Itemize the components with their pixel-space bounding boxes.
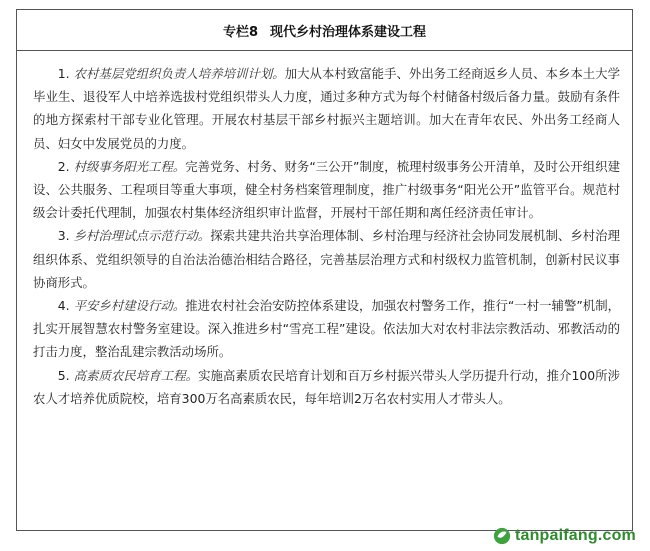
item-number: 4. [57, 298, 70, 314]
item-number: 2. [57, 158, 70, 174]
box-title-text: 现代乡村治理体系建设工程 [270, 24, 427, 40]
item-body: 推进农村社会治安防控体系建设，加强农村警务工作，推行“一村一辅警”机制，扎实开展智慧农村警务室建设。深入推进乡村“雪亮工程”建设。依法加大对农村非法宗教活动、邪教活动的打击力度，整治乱建宗教活动场所。 [33, 298, 620, 360]
item-keyword: 高素质农民培育工程。 [73, 367, 199, 383]
box-title [17, 10, 632, 51]
item-keyword: 乡村治理试点示范行动。 [73, 228, 211, 244]
item-keyword: 农村基层党组织负责人培养培训计划。 [73, 66, 285, 81]
list-item [33, 224, 620, 294]
list-item [33, 294, 620, 364]
box-content [17, 51, 632, 410]
site-watermark [493, 527, 636, 545]
item-body: 完善党务、村务、财务“三公开”制度，梳理村级事务公开清单，及时公开组织建设、公共服务、工程项目等重大事项，健全村务档案管理制度，推广村级事务“阳光公开”监管平台。规范村级会计委托代理制，加强农村集体经济组织审计监督，开展村干部任期和离任经济责任审计。 [33, 158, 620, 221]
item-number: 3. [57, 228, 70, 244]
item-keyword: 平安乡村建设行动。 [73, 298, 186, 314]
item-body: 实施高素质农民培育计划和百万乡村振兴带头人学历提升行动，推介100所涉农人才培养优质院校，培育300万名高素质农民，每年培训2万名农村实用人才带头人。 [33, 367, 620, 406]
watermark-domain: .com [597, 527, 636, 544]
project-box [16, 9, 633, 531]
item-number: 1. [57, 66, 70, 81]
item-body: 加大从本村致富能手、外出务工经商返乡人员、本乡本土大学毕业生、退役军人中培养选拔村党组织带头人力度，通过多种方式为每个村储备村级后备力量。鼓励有条件的地方探索村干部专业化管理。开展农村基层干部乡村振兴主题培训。加大在青年农民、外出务工经商人员、妇女中发展党员的力度。 [33, 66, 620, 151]
leaf-globe-icon [493, 527, 511, 545]
box-title-prefix: 专栏8 [222, 24, 259, 40]
list-item [33, 155, 620, 225]
watermark-name: tanpaifang [514, 527, 598, 544]
item-number: 5. [57, 367, 70, 383]
list-item [33, 364, 620, 410]
item-keyword: 村级事务阳光工程。 [73, 158, 186, 174]
list-item [33, 62, 620, 155]
item-body: 探索共建共治共享治理体制、乡村治理与经济社会协同发展机制、乡村治理组织体系、党组织领导的自治法治德治相结合路径，完善基层治理方式和村级权力监管机制，创新村民议事协商形式。 [33, 228, 620, 290]
